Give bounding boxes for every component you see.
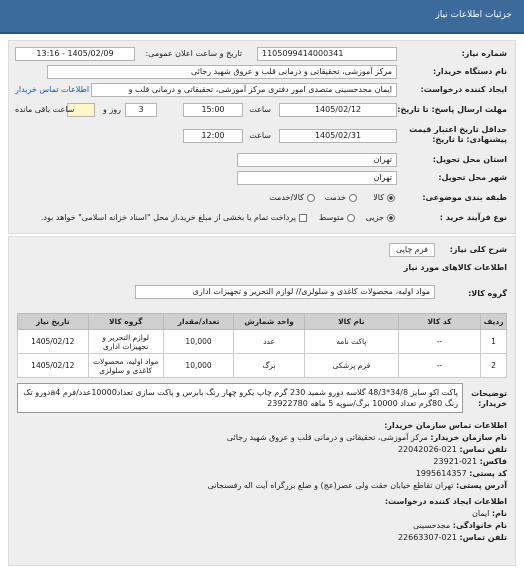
purchase-option-medium[interactable]: متوسط (319, 213, 355, 222)
announce-date-label: تاریخ و ساعت اعلان عمومی: (145, 49, 242, 58)
buyer-label: نام دستگاه خریدار: (433, 67, 507, 76)
category-label: طبقه بندی موضوعی: (422, 193, 507, 202)
radio-icon (387, 214, 395, 222)
cell-unit: برگ (234, 354, 305, 378)
cell-index: 1 (481, 330, 507, 354)
delivery-city-row (15, 171, 507, 187)
need-number-row (15, 47, 507, 63)
purchase-process-row (15, 211, 507, 227)
cell-code: -- (398, 330, 480, 354)
delivery-province-field: تهران (237, 153, 397, 167)
creator-label: ایجاد کننده درخواست: (420, 85, 507, 94)
buyer-row (15, 65, 507, 81)
group-field: مواد اولیه، محصولات کاغذی و سلولزی// لوازم التحریر و تجهیزات اداری (135, 285, 435, 299)
cell-date: 1405/02/12 (18, 330, 89, 354)
need-number-label: شماره نیاز: (461, 49, 507, 58)
remaining-label: ساعت باقی مانده (15, 105, 75, 114)
creator-row (15, 83, 507, 99)
buyer-fax-line: فاکس: 021-23921 (433, 457, 507, 466)
creator-field: ایمان مجدحسینی متصدی امور دفتری مرکز آموزشی، تحقیقاتی و درمانی قلب و (91, 83, 397, 97)
col-date: تاریخ نیاز (18, 314, 89, 330)
category-option-both[interactable]: کالا/خدمت (269, 193, 315, 202)
summary-field: فرم چاپی (389, 243, 435, 257)
purchase-option-minor[interactable]: جزیی (366, 213, 395, 222)
buyer-field: مرکز آموزشی، تحقیقاتی و درمانی قلب و عروق شهید رجائی (47, 65, 397, 79)
creator-phone-line: تلفن تماس: 021-22663307 (397, 533, 507, 542)
radio-icon (349, 194, 357, 202)
validity-time-label: ساعت (249, 131, 271, 140)
delivery-city-field: تهران (237, 171, 397, 185)
reply-deadline-row (15, 103, 507, 119)
days-label: روز و (103, 105, 121, 114)
reply-time-field: 15:00 (183, 103, 243, 117)
buyer-description: پاکت اکو سایز 34/8*48/3 گلاسه دورو شمید 230 گرم چاپ یکرو چهار رنگ بابرس و پاکت سازی تعداد10000عدد/فرم a4دورو تک رنگ 80گرم تعداد 10000 برگ/سوپه 5 ماهه 23922780 (17, 383, 463, 413)
radio-icon (387, 194, 395, 202)
cell-index: 2 (481, 354, 507, 378)
buyer-contact-title: اطلاعات تماس سازمان خریدار: (384, 421, 507, 430)
cell-unit: عدد (234, 330, 305, 354)
col-index: ردیف (481, 314, 507, 330)
goods-info-title: اطلاعات کالاهای مورد نیاز (403, 263, 507, 272)
col-code: کد کالا (398, 314, 480, 330)
category-row (15, 191, 507, 207)
cell-code: -- (398, 354, 480, 378)
col-name: نام کالا (304, 314, 398, 330)
need-details-panel (8, 40, 516, 234)
group-label: گروه کالا: (468, 289, 507, 298)
cell-name: فرم پزشکی (304, 354, 398, 378)
delivery-province-row (15, 153, 507, 169)
delivery-city-label: شهر محل تحویل: (438, 173, 507, 182)
validity-row (15, 123, 507, 149)
reply-deadline-label: مهلت ارسال پاسخ: تا تاریخ: (397, 105, 507, 114)
cell-date: 1405/02/12 (18, 354, 89, 378)
category-option-goods[interactable]: کالا (373, 193, 395, 202)
col-unit: واحد شمارش (234, 314, 305, 330)
validity-label: حداقل تاریخ اعتبار قیمت پیشنهادی: تا تاریخ: (409, 125, 507, 144)
purchase-process-label: نوع فرآیند خرید : (439, 213, 507, 222)
days-field: 3 (125, 103, 157, 117)
checkbox-icon (299, 214, 307, 222)
creator-family-line: نام خانوادگی: مجدحسینی (412, 521, 507, 530)
delivery-province-label: استان محل تحویل: (432, 155, 507, 164)
creator-name-line: نام: ایمان (471, 509, 507, 518)
cell-qty: 10,000 (163, 330, 234, 354)
buyer-postal-line: کد پستی: 1995614357 (415, 469, 507, 478)
contact-link[interactable]: اطلاعات تماس خریدار (15, 85, 90, 94)
goods-table (17, 313, 507, 378)
buyer-address-line: آدرس پستی: تهران تقاطع خیابان حقت ولی عصر(عج) و ضلع بزرگراه آیت اله رفسنجانی (207, 481, 507, 490)
page-title: جزئیات اطلاعات نیاز (435, 10, 512, 20)
validity-date-field: 1405/02/31 (279, 129, 397, 143)
table-row[interactable] (18, 330, 507, 354)
validity-time-field: 12:00 (183, 129, 243, 143)
col-qty: تعداد/مقدار (163, 314, 234, 330)
reply-date-field: 1405/02/12 (279, 103, 397, 117)
announce-date-field: 1405/02/09 - 13:16 (15, 47, 135, 61)
buyer-phone-line: تلفن تماس: 021-22042026 (397, 445, 507, 454)
creator-info-title: اطلاعات ایجاد کننده درخواست: (384, 497, 507, 506)
table-header-row (18, 314, 507, 330)
treasury-payment-option[interactable]: پرداخت تمام یا بخشی از مبلغ خرید،از محل "اسناد خزانه اسلامی" خواهد بود. (41, 213, 307, 222)
summary-label: شرح کلی نیاز: (449, 245, 507, 254)
table-row[interactable] (18, 354, 507, 378)
col-group: گروه کالا (88, 314, 163, 330)
cell-group: لوازم التحریر و تجهیزات اداری (88, 330, 163, 354)
need-items-panel (8, 236, 516, 566)
cell-name: پاکت نامه (304, 330, 398, 354)
reply-time-label: ساعت (249, 105, 271, 114)
cell-group: مواد اولیه، محصولات کاغذی و سلولزی (88, 354, 163, 378)
cell-qty: 10,000 (163, 354, 234, 378)
radio-icon (307, 194, 315, 202)
category-option-service[interactable]: خدمت (325, 193, 357, 202)
page-header (0, 0, 524, 34)
buyer-org-line: نام سازمان خریدار: مرکز آموزشی، تحقیقاتی و درمانی قلب و عروق شهید رجائی (226, 433, 507, 442)
radio-icon (347, 214, 355, 222)
desc-label: توضیحات خریدار: (471, 389, 507, 408)
need-number-field: 1105099414000341 (257, 47, 397, 61)
